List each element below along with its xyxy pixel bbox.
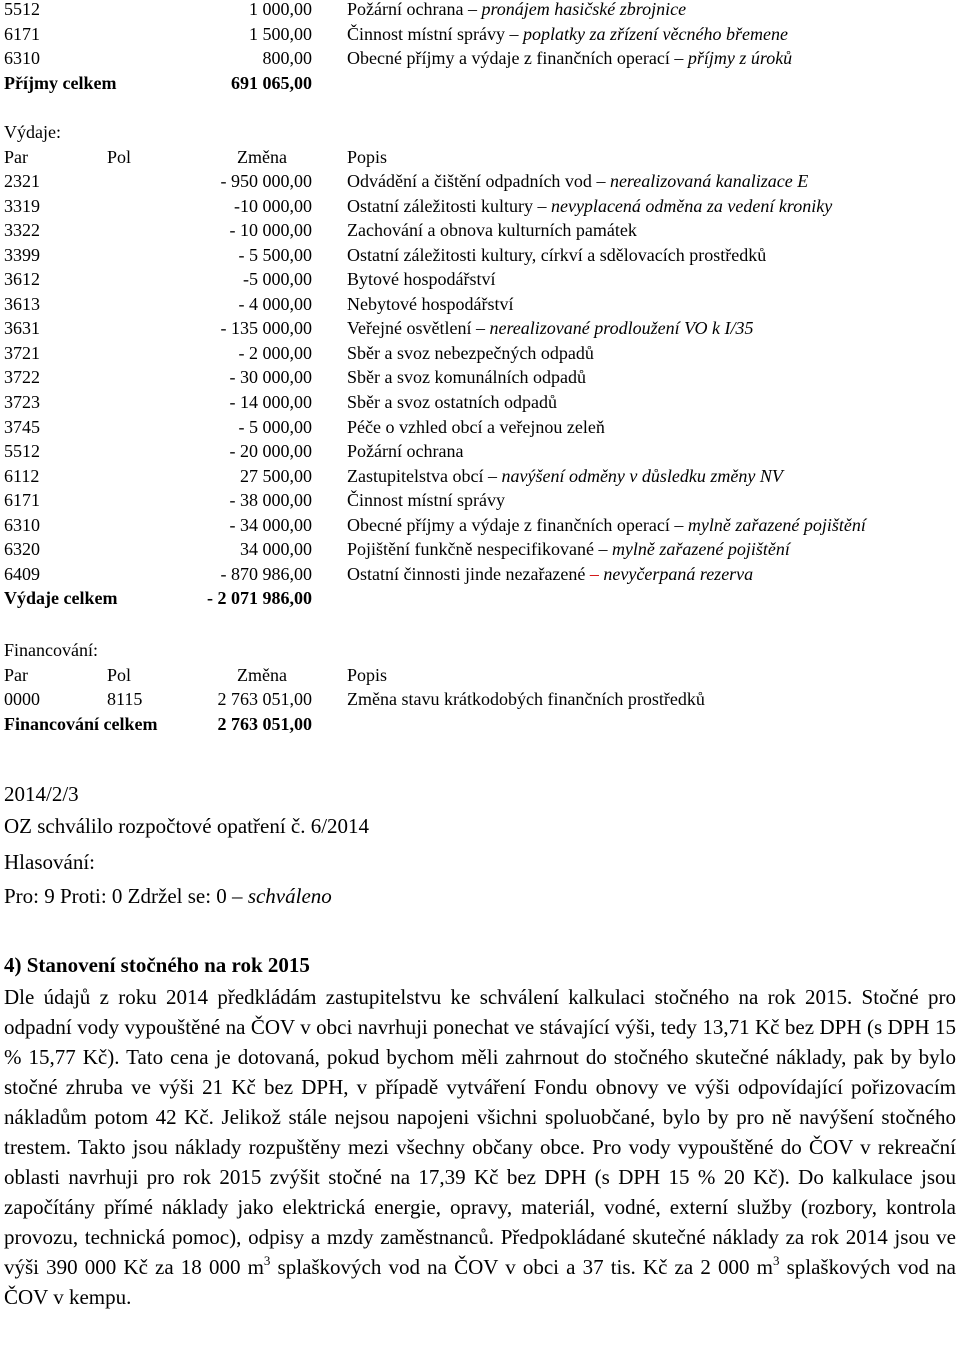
desc-note: mylně zařazené pojištění: [687, 514, 866, 535]
desc-text: Činnost místní správy: [347, 23, 506, 44]
vote-line: [4, 884, 332, 909]
expenses-table: [4, 120, 960, 611]
expense-row: [4, 194, 960, 219]
cell-amount: -5 000,00: [243, 269, 312, 290]
desc-text: Ostatní záležitosti kultury: [347, 195, 533, 216]
desc-text: Obecné příjmy a výdaje z finančních operací: [347, 514, 670, 535]
expense-row: [4, 169, 960, 194]
desc-text: Odvádění a čištění odpadních vod: [347, 171, 592, 192]
income-total-row: [4, 71, 960, 96]
cell-par: 6320: [4, 539, 40, 560]
paragraph-text-c: splaškových vod na ČOV v kempu.: [4, 1255, 956, 1309]
cell-amount: - 14 000,00: [229, 392, 312, 413]
desc-dash: –: [591, 171, 610, 192]
desc-dash: –: [471, 318, 490, 339]
desc-text: Činnost místní správy: [347, 490, 506, 511]
desc-note: pronájem hasičské zbrojnice: [481, 0, 687, 19]
financing-total-label: Financování celkem: [4, 713, 158, 734]
desc-text: Péče o vzhled obcí a veřejnou zeleň: [347, 416, 605, 437]
cell-desc: [347, 341, 594, 366]
expense-row: [4, 365, 960, 390]
vote-label: Hlasování:: [4, 850, 95, 874]
cell-amount: - 5 000,00: [238, 416, 312, 437]
financing-table: [4, 638, 960, 736]
financing-row: [4, 687, 960, 712]
cell-par: 3399: [4, 244, 40, 265]
cell-pol: 8115: [107, 689, 143, 710]
header-par: Par: [4, 664, 28, 685]
desc-text: Obecné příjmy a výdaje z finančních operací: [347, 48, 670, 69]
cell-par: 6112: [4, 465, 40, 486]
cell-par: 0000: [4, 689, 40, 710]
cell-desc: [347, 513, 866, 538]
cell-desc: [347, 292, 513, 317]
expenses-header-row: [4, 145, 960, 170]
cell-desc: [347, 243, 766, 268]
desc-text: Požární ochrana: [347, 0, 464, 19]
vote-counts: Pro: 9 Proti: 0 Zdržel se: 0 –: [4, 884, 248, 908]
cell-par: 3723: [4, 392, 40, 413]
desc-text: Požární ochrana: [347, 441, 464, 462]
expense-row: [4, 341, 960, 366]
desc-dash: –: [463, 0, 482, 19]
cell-par: 6310: [4, 514, 40, 535]
cell-par: 3631: [4, 318, 40, 339]
income-row: [4, 22, 960, 47]
desc-text: Sběr a svoz ostatních odpadů: [347, 392, 557, 413]
cell-desc: [347, 194, 832, 219]
expense-row: [4, 537, 960, 562]
desc-text: Pojištění funkčně nespecifikované: [347, 539, 594, 560]
cell-amount: 1 500,00: [249, 23, 312, 44]
desc-note: nerealizovaná kanalizace E: [609, 171, 809, 192]
desc-dash: –: [532, 195, 551, 216]
desc-note: nevyčerpaná rezerva: [603, 563, 754, 584]
cell-amount: - 135 000,00: [220, 318, 312, 339]
cell-desc: [347, 537, 790, 562]
desc-text: Veřejné osvětlení: [347, 318, 472, 339]
expenses-total-label: Výdaje celkem: [4, 588, 118, 609]
cell-amount: -10 000,00: [234, 195, 312, 216]
cell-desc: [347, 365, 586, 390]
expense-row: [4, 439, 960, 464]
cell-desc: [347, 562, 753, 587]
cell-par: 3612: [4, 269, 40, 290]
cell-desc: [347, 687, 705, 712]
cell-desc: [347, 488, 505, 513]
cell-desc: [347, 218, 637, 243]
section-paragraph: [4, 982, 956, 1312]
cell-amount: 800,00: [262, 48, 312, 69]
header-amount: Změna: [237, 146, 287, 167]
desc-note: nerealizované prodloužení VO k I/35: [489, 318, 754, 339]
header-desc: Popis: [347, 146, 388, 167]
cell-desc: [347, 390, 557, 415]
desc-dash: –: [505, 23, 524, 44]
cell-amount: 2 763 051,00: [217, 689, 312, 710]
expense-row: [4, 390, 960, 415]
expense-row: [4, 316, 960, 341]
financing-heading: Financování:: [4, 640, 98, 660]
cell-desc: [347, 22, 788, 47]
desc-note: poplatky za zřízení věcného břemene: [523, 23, 788, 44]
vote-result: schváleno: [247, 884, 332, 908]
paragraph-text-b: splaškových vod na ČOV v obci a 37 tis. Kč za 2 000 m: [270, 1255, 773, 1279]
expenses-heading: Výdaje:: [4, 122, 61, 142]
desc-dash: –: [593, 539, 612, 560]
desc-dash: –: [669, 48, 688, 69]
income-table: [4, 0, 960, 95]
expense-row: [4, 415, 960, 440]
cell-par: 6171: [4, 490, 40, 511]
cell-desc: [347, 316, 754, 341]
expense-row: [4, 292, 960, 317]
desc-dash: –: [483, 465, 502, 486]
section-heading: 4) Stanovení stočného na rok 2015: [4, 953, 310, 977]
expenses-total-row: [4, 586, 960, 611]
cell-desc: [347, 415, 605, 440]
resolution-id: 2014/2/3: [4, 782, 79, 806]
cell-amount: - 30 000,00: [229, 367, 312, 388]
cell-desc: [347, 0, 686, 22]
financing-total-row: [4, 712, 960, 737]
desc-note: příjmy z úroků: [687, 48, 793, 69]
expense-row: [4, 562, 960, 587]
financing-total-amount: 2 763 051,00: [217, 713, 312, 734]
expenses-total-amount: - 2 071 986,00: [207, 588, 312, 609]
cell-amount: - 38 000,00: [229, 490, 312, 511]
header-pol: Pol: [107, 146, 132, 167]
desc-text: Změna stavu krátkodobých finančních prostředků: [347, 689, 705, 710]
cell-desc: [347, 464, 783, 489]
income-total-label: Příjmy celkem: [4, 72, 117, 93]
cell-desc: [347, 46, 792, 71]
superscript-2: 3: [772, 1253, 780, 1268]
expense-row: [4, 243, 960, 268]
cell-amount: - 870 986,00: [220, 563, 312, 584]
cell-par: 5512: [4, 441, 40, 462]
desc-text: Zastupitelstva obcí: [347, 465, 484, 486]
cell-par: 3322: [4, 220, 40, 241]
desc-dash: –: [669, 514, 688, 535]
cell-amount: 34 000,00: [240, 539, 312, 560]
desc-dash: –: [585, 563, 604, 584]
cell-desc: [347, 439, 463, 464]
cell-par: 6310: [4, 48, 40, 69]
income-row: [4, 0, 960, 22]
cell-par: 3319: [4, 195, 40, 216]
cell-amount: - 5 500,00: [238, 244, 312, 265]
cell-par: 3722: [4, 367, 40, 388]
desc-text: Sběr a svoz nebezpečných odpadů: [347, 342, 594, 363]
desc-text: Bytové hospodářství: [347, 269, 496, 290]
desc-text: Sběr a svoz komunálních odpadů: [347, 367, 586, 388]
cell-par: 6409: [4, 563, 40, 584]
cell-par: 6171: [4, 23, 40, 44]
desc-note: mylně zařazené pojištění: [611, 539, 790, 560]
cell-amount: - 2 000,00: [238, 342, 312, 363]
income-row: [4, 46, 960, 71]
resolution-text: OZ schválilo rozpočtové opatření č. 6/2014: [4, 814, 370, 838]
desc-text: Zachování a obnova kulturních památek: [347, 220, 637, 241]
cell-par: 3613: [4, 293, 40, 314]
cell-amount: - 950 000,00: [220, 171, 312, 192]
desc-note: navýšení odměny v důsledku změny NV: [501, 465, 783, 486]
desc-text: Nebytové hospodářství: [347, 293, 514, 314]
cell-amount: - 34 000,00: [229, 514, 312, 535]
cell-par: 2321: [4, 171, 40, 192]
header-par: Par: [4, 146, 28, 167]
expense-row: [4, 464, 960, 489]
cell-desc: [347, 267, 496, 292]
header-desc: Popis: [347, 664, 388, 685]
cell-amount: 27 500,00: [240, 465, 312, 486]
cell-par: 3721: [4, 342, 40, 363]
cell-amount: - 4 000,00: [238, 293, 312, 314]
paragraph-text-a: Dle údajů z roku 2014 předkládám zastupitelstvu ke schválení kalkulaci stočného na rok 2015. Stočné pro odpadní vody vypouštěné na ČOV v obci navrhuji ponechat ve stávající výši, tedy 13,71 Kč bez DPH (s DPH 15 % 15,77 Kč). Tato cena je dotovaná, pokud bychom měli zahrnout do stočného skutečné náklady, pak by bylo stočné zhruba ve výši 21 Kč bez DPH, v případě vytváření Fondu obnovy ve výši odpovídající pořizovacím nákladům potom 42 Kč. Jelikož stále nejsou napojeni všichni spoluobčané, bylo by pro ně navýšení stočného trestem. Takto jsou náklady rozpuštěny mezi všechny občany obce. Pro vody vypouštěné do ČOV v rekreační oblasti navrhuji pro rok 2015 zvýšit stočné na 17,39 Kč bez DPH (s DPH 15 % 20 Kč). Do kalkulace jsou započítány přímé náklady jako elektrická energie, opravy, materiál, vodné, externí služby (rozbory, kontrola provozu, technická pomoc), odpisy a mzdy zaměstnanců. Předpokládané skutečné náklady za rok 2014 jsou ve výši 390 000 Kč za 18 000 m: [4, 985, 956, 1279]
desc-note: nevyplacená odměna za vedení kroniky: [550, 195, 833, 216]
expense-row: [4, 488, 960, 513]
desc-text: Ostatní činnosti jinde nezařazené: [347, 563, 586, 584]
cell-amount: - 20 000,00: [229, 441, 312, 462]
cell-amount: 1 000,00: [249, 0, 312, 19]
cell-par: 5512: [4, 0, 40, 19]
expense-row: [4, 218, 960, 243]
expense-row: [4, 513, 960, 538]
financing-header-row: [4, 663, 960, 688]
header-amount: Změna: [237, 664, 287, 685]
expense-row: [4, 267, 960, 292]
cell-desc: [347, 169, 808, 194]
cell-amount: - 10 000,00: [229, 220, 312, 241]
header-pol: Pol: [107, 664, 132, 685]
income-total-amount: 691 065,00: [231, 72, 312, 93]
cell-par: 3745: [4, 416, 40, 437]
superscript-1: 3: [263, 1253, 271, 1268]
desc-text: Ostatní záležitosti kultury, církví a sdělovacích prostředků: [347, 244, 767, 265]
